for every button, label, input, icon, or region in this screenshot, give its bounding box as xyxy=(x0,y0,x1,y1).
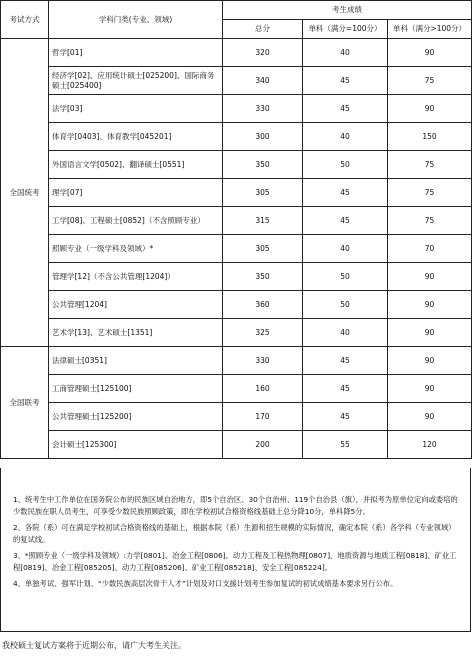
subject-cell: 理学[07] xyxy=(49,179,223,207)
single-100-cell: 50 xyxy=(303,263,388,291)
note-4: 4、单独考试、强军计划、“少数民族高层次骨干人才”计划及对口支援计划考生参加复试的初试成绩基本要求另行公布。 xyxy=(13,579,398,588)
header-subject: 学科门类(专业、领域) xyxy=(49,1,223,39)
single-over-100-cell: 90 xyxy=(388,375,472,403)
header-single-over-100: 单科（满分>100分） xyxy=(388,20,472,39)
single-over-100-cell: 150 xyxy=(388,123,472,151)
single-over-100-cell: 75 xyxy=(388,179,472,207)
subject-cell: 经济学[02]、应用统计硕士[025200]、国际商务硕士[025400] xyxy=(49,67,223,95)
single-over-100-cell: 90 xyxy=(388,319,472,347)
single-100-cell: 45 xyxy=(303,95,388,123)
subject-cell: 外国语言文学[0502]、翻译硕士[0551] xyxy=(49,151,223,179)
subject-cell: 法学[03] xyxy=(49,95,223,123)
subject-cell: 公共管理[1204] xyxy=(49,291,223,319)
single-over-100-cell: 120 xyxy=(388,431,472,459)
header-single-100: 单科（满分=100分） xyxy=(303,20,388,39)
table-row xyxy=(1,291,472,319)
subject-cell: 体育学[0403]、体育教学[045201] xyxy=(49,123,223,151)
header-scores-group: 考生成绩 xyxy=(223,1,472,20)
header-method: 考试方式 xyxy=(1,1,49,39)
table-row xyxy=(1,151,472,179)
total-score-cell: 320 xyxy=(223,39,303,67)
table-row xyxy=(1,431,472,459)
single-over-100-cell: 75 xyxy=(388,207,472,235)
single-over-100-cell: 90 xyxy=(388,291,472,319)
single-over-100-cell: 70 xyxy=(388,235,472,263)
single-over-100-cell: 90 xyxy=(388,39,472,67)
total-score-cell: 360 xyxy=(223,291,303,319)
total-score-cell: 340 xyxy=(223,67,303,95)
total-score-cell: 160 xyxy=(223,375,303,403)
note-2: 2、各院（系）可在满足学校初试合格资格线的基础上，根据本院（系）生源和招生规模的实际情况，确定本院（系）各学科（专业领域）的复试线。 xyxy=(13,523,456,544)
exam-method-cell: 全国联考 xyxy=(1,347,49,459)
single-100-cell: 45 xyxy=(303,403,388,431)
single-100-cell: 45 xyxy=(303,375,388,403)
total-score-cell: 350 xyxy=(223,151,303,179)
single-100-cell: 40 xyxy=(303,123,388,151)
total-score-cell: 300 xyxy=(223,123,303,151)
notes-section xyxy=(0,468,471,632)
single-over-100-cell: 90 xyxy=(388,263,472,291)
subject-cell: 工商管理硕士[125100] xyxy=(49,375,223,403)
subject-cell: 照顾专业（一级学科及领域）* xyxy=(49,235,223,263)
total-score-cell: 330 xyxy=(223,347,303,375)
table-row xyxy=(1,319,472,347)
single-100-cell: 55 xyxy=(303,431,388,459)
total-score-cell: 325 xyxy=(223,319,303,347)
subject-cell: 工学[08]、工程硕士[0852]（不含照顾专业） xyxy=(49,207,223,235)
table-row xyxy=(1,39,472,67)
table-body xyxy=(1,39,472,459)
total-score-cell: 315 xyxy=(223,207,303,235)
subject-cell: 法律硕士[0351] xyxy=(49,347,223,375)
table-row xyxy=(1,207,472,235)
table-row xyxy=(1,375,472,403)
total-score-cell: 330 xyxy=(223,95,303,123)
footer-text: 我校硕士复试方案将于近期公布，请广大考生关注。 xyxy=(2,641,186,650)
table-row xyxy=(1,235,472,263)
single-over-100-cell: 90 xyxy=(388,95,472,123)
total-score-cell: 170 xyxy=(223,403,303,431)
total-score-cell: 305 xyxy=(223,235,303,263)
single-100-cell: 40 xyxy=(303,235,388,263)
header-total: 总分 xyxy=(223,20,303,39)
subject-cell: 艺术学[13]、艺术硕士[1351] xyxy=(49,319,223,347)
table-row xyxy=(1,263,472,291)
total-score-cell: 305 xyxy=(223,179,303,207)
subject-cell: 管理学[12]（不含公共管理[1204]） xyxy=(49,263,223,291)
table-row xyxy=(1,347,472,375)
single-100-cell: 45 xyxy=(303,179,388,207)
table-row xyxy=(1,123,472,151)
table-row xyxy=(1,403,472,431)
single-over-100-cell: 75 xyxy=(388,67,472,95)
single-100-cell: 40 xyxy=(303,39,388,67)
single-over-100-cell: 90 xyxy=(388,403,472,431)
table-row xyxy=(1,95,472,123)
note-3: 3、*照顾专业（一级学科及领域）:力学[0801]、冶金工程[0806]、动力工程及工程热物理[0807]、地质资源与地质工程[0818]、矿业工程[0819]、冶金工程[085205]、动力工程[085206]、矿业工程[085218]、安全工程[085224]。 xyxy=(13,551,457,572)
single-100-cell: 50 xyxy=(303,291,388,319)
table-row xyxy=(1,179,472,207)
single-100-cell: 45 xyxy=(303,207,388,235)
single-over-100-cell: 90 xyxy=(388,347,472,375)
exam-method-cell: 全国统考 xyxy=(1,39,49,347)
subject-cell: 哲学[01] xyxy=(49,39,223,67)
total-score-cell: 200 xyxy=(223,431,303,459)
single-100-cell: 45 xyxy=(303,67,388,95)
total-score-cell: 350 xyxy=(223,263,303,291)
note-1: 1、统考生中工作单位在国务院公布的民族区域自治地方，即5个自治区、30个自治州、119个自治县（旗），并拟考为原单位定向或委培的少数民族在职人员考生，可享受少数民族照顾政策，即在学校初试合格资格线基础上总分降10分，单科降5分。 xyxy=(13,495,458,516)
subject-cell: 会计硕士[125300] xyxy=(49,431,223,459)
single-over-100-cell: 75 xyxy=(388,151,472,179)
table-row xyxy=(1,67,472,95)
single-100-cell: 40 xyxy=(303,319,388,347)
single-100-cell: 45 xyxy=(303,347,388,375)
subject-cell: 公共管理硕士[125200] xyxy=(49,403,223,431)
single-100-cell: 50 xyxy=(303,151,388,179)
